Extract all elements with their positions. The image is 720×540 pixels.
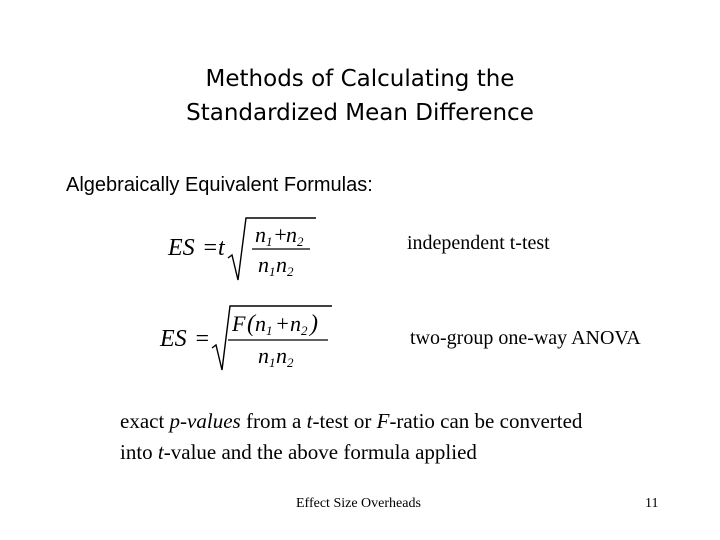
- formula2-rparen: ): [310, 311, 318, 337]
- formula2-num-n1: n: [255, 311, 266, 336]
- formula2-label: two-group one-way ANOVA: [410, 327, 641, 349]
- formula-anova-svg: [154, 300, 344, 376]
- note-text: into: [120, 440, 158, 464]
- title-line-2: Standardized Mean Difference: [186, 100, 534, 126]
- formula2-den-sub2: 2: [287, 355, 294, 370]
- note-italic: t: [306, 409, 313, 433]
- formula1-den-n2: n: [276, 252, 287, 277]
- formula2-F: F: [232, 311, 246, 336]
- note-text: -test or: [312, 409, 377, 433]
- note-text: -ratio can be converted: [389, 409, 583, 433]
- formula2-num-sub2: 2: [301, 323, 308, 338]
- title-line-1: Methods of Calculating the: [205, 66, 515, 92]
- note-line-2: [120, 437, 582, 468]
- formula1-num-n2: n: [286, 222, 297, 247]
- note-text: -value and the above formula applied: [163, 440, 477, 464]
- note-text: exact: [120, 409, 170, 433]
- formulas-heading: Algebraically Equivalent Formulas:: [66, 174, 373, 196]
- formula2-lparen: (: [247, 311, 255, 337]
- formula2-equals: =: [194, 326, 211, 352]
- footer-title: Effect Size Overheads: [296, 496, 421, 511]
- note-italic: p-values: [169, 409, 241, 433]
- note-line-1: [120, 406, 582, 437]
- formula-anova: [154, 300, 344, 376]
- formula2-den-sub1: 1: [269, 355, 276, 370]
- formula1-num-sub2: 2: [297, 234, 304, 249]
- formula2-den-n1: n: [258, 343, 269, 368]
- formula1-label: independent t-test: [407, 232, 550, 254]
- formula1-den-sub1: 1: [269, 264, 276, 279]
- slide-title: [0, 62, 720, 130]
- formula-t-test: [160, 212, 320, 284]
- explanatory-note: [120, 406, 582, 468]
- formula2-den-n2: n: [276, 343, 287, 368]
- formula2-lhs: ES: [160, 326, 187, 352]
- formula2-num-n2: n: [290, 311, 301, 336]
- formula1-t: t: [218, 235, 225, 261]
- formula-t-test-svg: [160, 212, 320, 284]
- note-italic: F: [376, 409, 390, 433]
- page-number: 11: [645, 496, 659, 511]
- note-italic: t: [157, 440, 164, 464]
- formula1-num-sub1: 1: [266, 234, 273, 249]
- formula2-num-sub1: 1: [266, 323, 273, 338]
- formula1-num-n1: n: [255, 222, 266, 247]
- formula2-plus: +: [275, 311, 290, 336]
- formula1-den-n1: n: [258, 252, 269, 277]
- formula1-den-sub2: 2: [287, 264, 294, 279]
- formula1-equals: =: [202, 235, 219, 261]
- note-text: from a: [240, 409, 307, 433]
- formula1-plus: +: [273, 222, 288, 247]
- formula1-lhs: ES: [168, 235, 195, 261]
